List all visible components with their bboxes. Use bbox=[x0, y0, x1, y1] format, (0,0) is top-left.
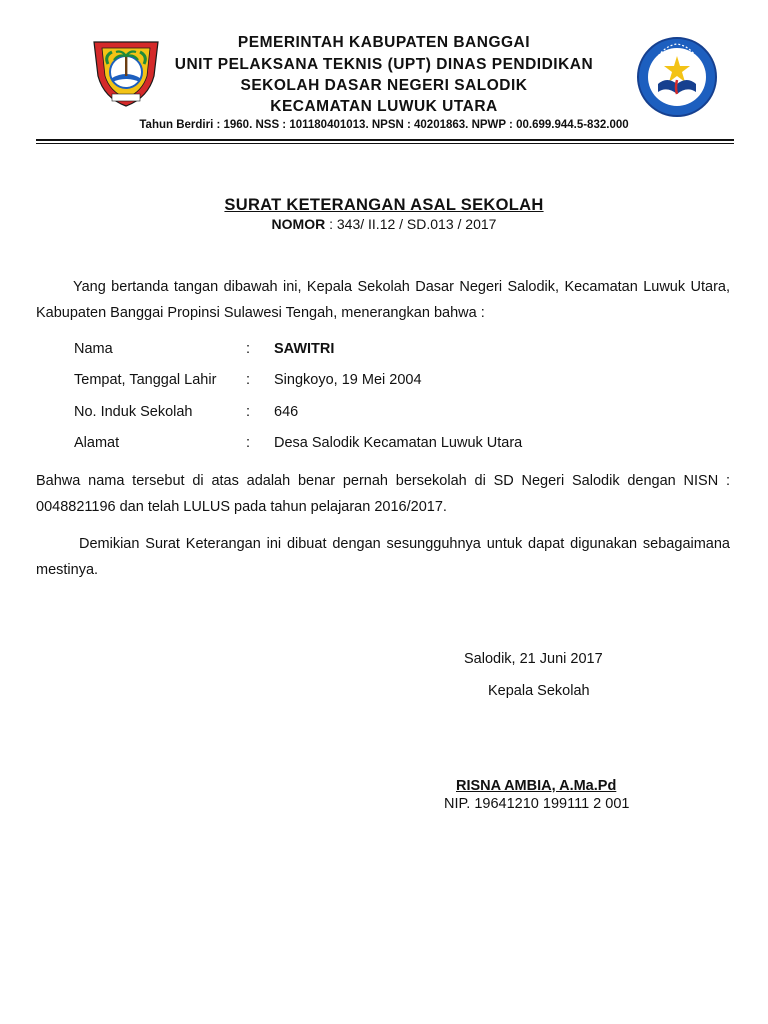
letter-number-value: : 343/ II.12 / SD.013 / 2017 bbox=[325, 216, 497, 232]
letter-number-label: NOMOR bbox=[271, 216, 326, 232]
field-separator: : bbox=[246, 435, 251, 451]
intro-paragraph: Yang bertanda tangan dibawah ini, Kepala Sekolah Dasar Negeri Salodik, Kecamatan Luwuk Utara, Kabupaten Banggai Propinsi Sulawesi Tengah, menerangkan bahwa : bbox=[36, 279, 730, 321]
header-divider-thick bbox=[36, 139, 734, 141]
header-district: KECAMATAN LUWUK UTARA bbox=[270, 98, 498, 115]
field-value: Desa Salodik Kecamatan Luwuk Utara bbox=[274, 435, 523, 451]
field-value: Singkoyo, 19 Mei 2004 bbox=[274, 372, 422, 388]
header-school-identifiers: Tahun Berdiri : 1960. NSS : 101180401013. NPSN : 40201863. NPWP : 00.699.944.5-832.000 bbox=[139, 119, 629, 131]
field-label: Alamat bbox=[74, 435, 120, 451]
field-label: No. Induk Sekolah bbox=[74, 404, 193, 420]
field-separator: : bbox=[246, 372, 251, 388]
signature-position: Kepala Sekolah bbox=[488, 683, 590, 699]
header-school: SEKOLAH DASAR NEGERI SALODIK bbox=[240, 77, 528, 94]
signatory-name: RISNA AMBIA, A.Ma.Pd bbox=[456, 778, 617, 794]
header-unit: UNIT PELAKSANA TEKNIS (UPT) DINAS PENDIDIKAN bbox=[174, 56, 594, 73]
signatory-nip: NIP. 19641210 199111 2 001 bbox=[444, 796, 630, 812]
letter-title: SURAT KETERANGAN ASAL SEKOLAH bbox=[224, 196, 544, 214]
field-value: 646 bbox=[274, 404, 299, 420]
field-label: Tempat, Tanggal Lahir bbox=[74, 372, 217, 388]
body-paragraph: Bahwa nama tersebut di atas adalah benar pernah bersekolah di SD Negeri Salodik dengan NISN : 0048821196 dan telah LULUS pada tahun pelajaran 2016/2017. bbox=[36, 473, 730, 515]
letter-number bbox=[0, 216, 768, 232]
header-government: PEMERINTAH KABUPATEN BANGGAI bbox=[237, 34, 531, 51]
field-separator: : bbox=[246, 341, 251, 357]
closing-paragraph: Demikian Surat Keterangan ini dibuat dengan sesungguhnya untuk dapat digunakan sebagaimana mestinya. bbox=[36, 536, 730, 578]
field-label: Nama bbox=[74, 341, 113, 357]
field-separator: : bbox=[246, 404, 251, 420]
signature-place-date: Salodik, 21 Juni 2017 bbox=[464, 651, 603, 667]
header-divider-thin bbox=[36, 143, 734, 144]
field-value: SAWITRI bbox=[274, 341, 335, 357]
